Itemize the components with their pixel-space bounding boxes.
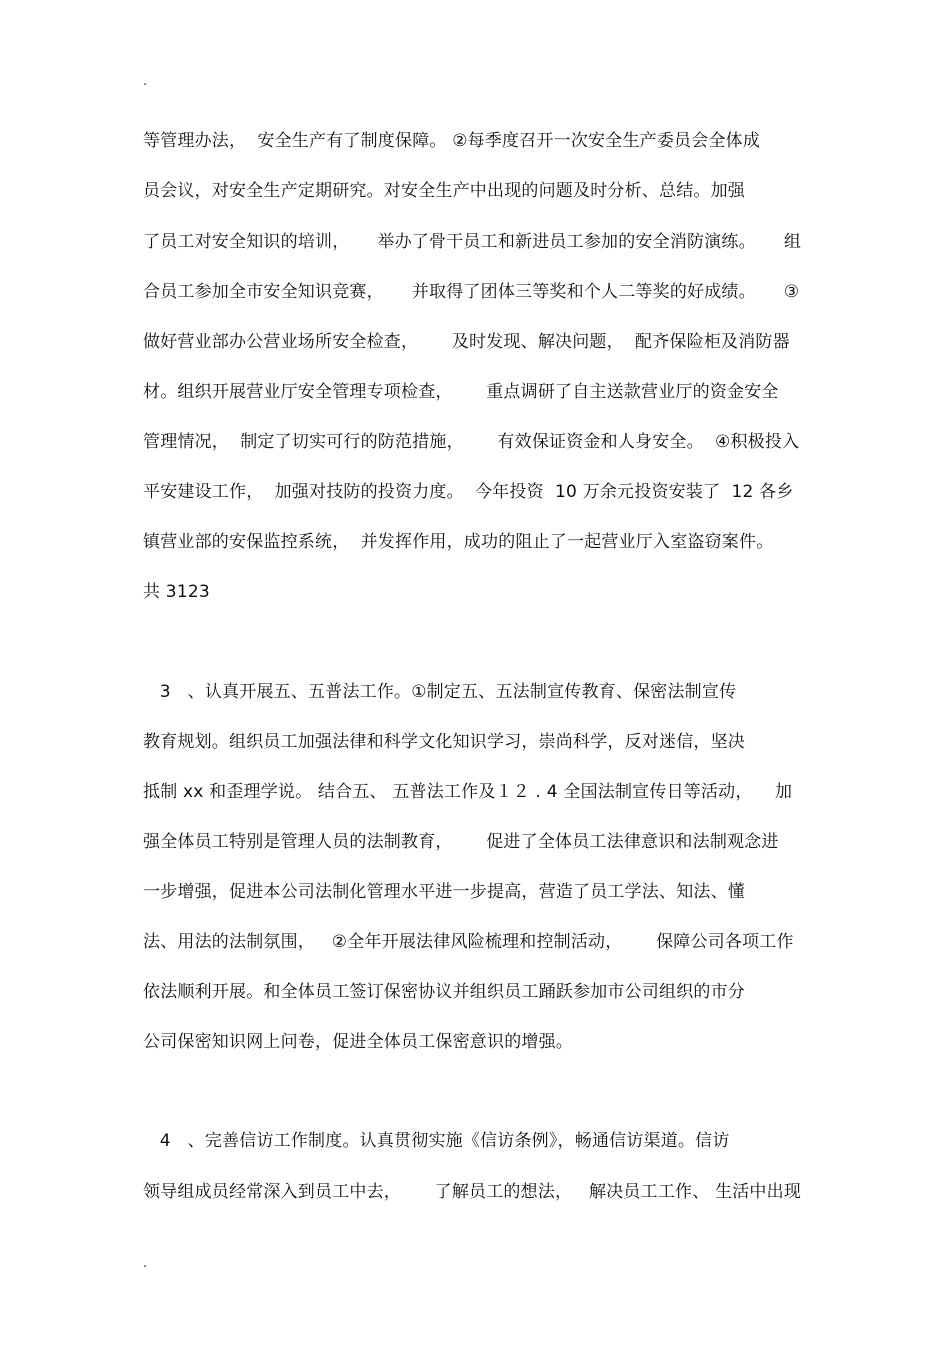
text-line: 等管理办法， 安全生产有了制度保障。 ②每季度召开一次安全生产委员会全体成 xyxy=(143,131,761,151)
text-line: 材。组织开展营业厅安全管理专项检查， 重点调研了自主送款营业厅的资金安全 xyxy=(143,382,779,402)
page-bottom-marker: . xyxy=(143,1256,148,1271)
text-line: 员会议，对安全生产定期研究。对安全生产中出现的问题及时分析、总结。加强 xyxy=(143,181,745,201)
text-line: 了员工对安全知识的培训， 举办了骨干员工和新进员工参加的安全消防演练。 组 xyxy=(143,232,802,252)
text-line: 4 、完善信访工作制度。认真贯彻实施《信访条例》，畅通信访渠道。信访 xyxy=(143,1131,730,1151)
text-line: 合员工参加全市安全知识竞赛， 并取得了团体三等奖和个人二等奖的好成绩。 ③ xyxy=(143,282,800,302)
text-line: 管理情况， 制定了切实可行的防范措施， 有效保证资金和人身安全。 ④积极投入 xyxy=(143,432,800,452)
text-line: 领导组成员经常深入到员工中去， 了解员工的想法， 解决员工工作、 生活中出现 xyxy=(143,1182,802,1202)
text-line: 强全体员工特别是管理人员的法制教育， 促进了全体员工法律意识和法制观念进 xyxy=(143,832,779,852)
text-line: 3 、认真开展五、五普法工作。①制定五、五法制宣传教育、保密法制宣传 xyxy=(143,682,737,702)
text-line: 镇营业部的安保监控系统， 并发挥作用，成功的阻止了一起营业厅入室盗窃案件。 xyxy=(143,532,774,552)
page-top-marker: . xyxy=(143,74,148,89)
text-line: 一步增强，促进本公司法制化管理水平进一步提高，营造了员工学法、知法、懂 xyxy=(143,882,745,902)
text-line: 依法顺利开展。和全体员工签订保密协议并组织员工踊跃参加市公司组织的市分 xyxy=(143,982,745,1002)
text-line: 法、用法的法制氛围， ②全年开展法律风险梳理和控制活动， 保障公司各项工作 xyxy=(143,932,794,952)
text-line: 做好营业部办公营业场所安全检查， 及时发现、解决问题， 配齐保险柜及消防器 xyxy=(143,332,790,352)
text-line: 抵制 xx 和歪理学说。 结合五、 五普法工作及１２ . 4 全国法制宣传日等活动， 加 xyxy=(143,782,793,802)
text-line: 共 3123 xyxy=(143,582,210,602)
text-line: 教育规划。组织员工加强法律和科学文化知识学习，崇尚科学，反对迷信，坚决 xyxy=(143,732,745,752)
text-line: 公司保密知识网上问卷，促进全体员工保密意识的增强。 xyxy=(143,1032,573,1052)
text-line: 平安建设工作， 加强对技防的投资力度。 今年投资 10 万余元投资安装了 12 各乡 xyxy=(143,482,794,502)
